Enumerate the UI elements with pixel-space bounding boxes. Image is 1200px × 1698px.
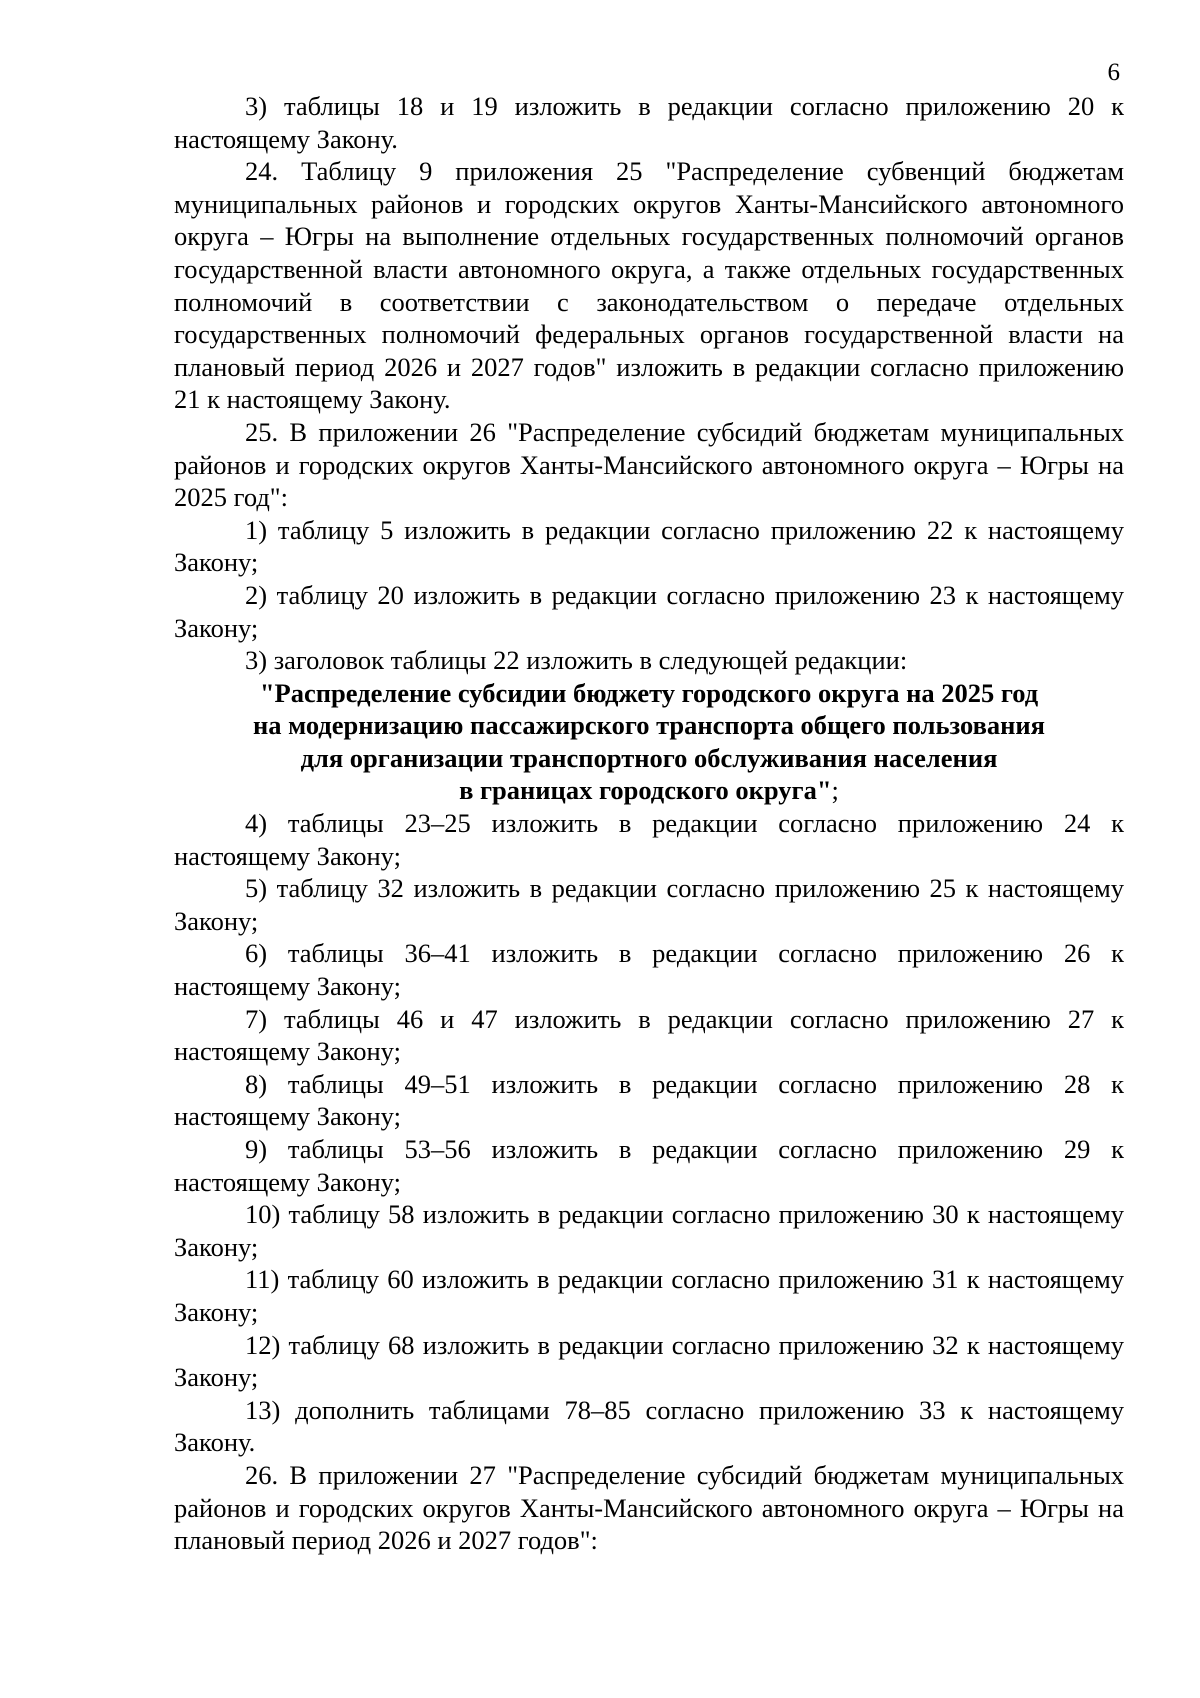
paragraph-subitem-2: 2) таблицу 20 изложить в редакции согласно приложению 23 к настоящему Закону;: [174, 579, 1124, 643]
heading-line-4-text: в границах городского округа": [459, 775, 832, 806]
paragraph-subitem-11: 11) таблицу 60 изложить в редакции согласно приложению 31 к настоящему Закону;: [174, 1264, 1124, 1327]
page-number: 6: [1107, 59, 1120, 86]
paragraph-item-24: 24. Таблицу 9 приложения 25 "Распределение субвенций бюджетам муниципальных районов и городских округов Ханты-Мансийского автономного округа – Югры на выполнение отдельных государственных полномочий органов государственной власти автономного округа, а также отдельных государственных полномочий в соответствии с законодательством о передаче отдельных государственных полномочий федеральных органов государственной власти на плановый период 2026 и 2027 годов" изложить в редакции согласно приложению 21 к настоящему Закону.: [174, 156, 1124, 415]
paragraph-subitem-10: 10) таблицу 58 изложить в редакции согласно приложению 30 к настоящему Закону;: [174, 1199, 1124, 1262]
paragraph-subitem-4: 4) таблицы 23–25 изложить в редакции согласно приложению 24 к настоящему Закону;: [174, 808, 1124, 871]
paragraph-subitem-9: 9) таблицы 53–56 изложить в редакции согласно приложению 29 к настоящему Закону;: [174, 1134, 1124, 1197]
heading-line-3: для организации транспортного обслуживания населения: [300, 742, 998, 773]
paragraph-subitem-5: 5) таблицу 32 изложить в редакции согласно приложению 25 к настоящему Закону;: [174, 873, 1124, 936]
heading-tail: ;: [831, 775, 839, 806]
paragraph-subitem-13: 13) дополнить таблицами 78–85 согласно приложению 33 к настоящему Закону.: [174, 1394, 1124, 1458]
paragraph-subitem-8: 8) таблицы 49–51 изложить в редакции согласно приложению 28 к настоящему Закону;: [174, 1068, 1124, 1132]
heading-line-4: [174, 774, 1124, 807]
paragraph-subitem-1: 1) таблицу 5 изложить в редакции согласно приложению 22 к настоящему Закону;: [174, 514, 1124, 578]
paragraph-subitem-3: 3) заголовок таблицы 22 изложить в следующей редакции:: [245, 645, 908, 676]
paragraph-item-26: 26. В приложении 27 "Распределение субсидий бюджетам муниципальных районов и городских округов Ханты-Мансийского автономного округа – Югры на плановый период 2026 и 2027 годов":: [174, 1459, 1124, 1556]
paragraph-subitem-12: 12) таблицу 68 изложить в редакции согласно приложению 32 к настоящему Закону;: [174, 1329, 1124, 1393]
paragraph-subitem-7: 7) таблицы 46 и 47 изложить в редакции согласно приложению 27 к настоящему Закону;: [174, 1003, 1124, 1067]
heading-line-1: "Распределение субсидии бюджету городского округа на 2025 год: [259, 677, 1039, 708]
paragraph-subitem-6: 6) таблицы 36–41 изложить в редакции согласно приложению 26 к настоящему Закону;: [174, 938, 1124, 1002]
heading-line-2: на модернизацию пассажирского транспорта общего пользования: [252, 710, 1046, 741]
document-body: [174, 90, 1124, 1557]
table-22-heading: [174, 677, 1124, 807]
paragraph-item-3-tables-18-19: 3) таблицы 18 и 19 изложить в редакции согласно приложению 20 к настоящему Закону.: [174, 91, 1124, 154]
paragraph-item-25: 25. В приложении 26 "Распределение субсидий бюджетам муниципальных районов и городских округов Ханты-Мансийского автономного округа – Югры на 2025 год":: [174, 416, 1124, 513]
